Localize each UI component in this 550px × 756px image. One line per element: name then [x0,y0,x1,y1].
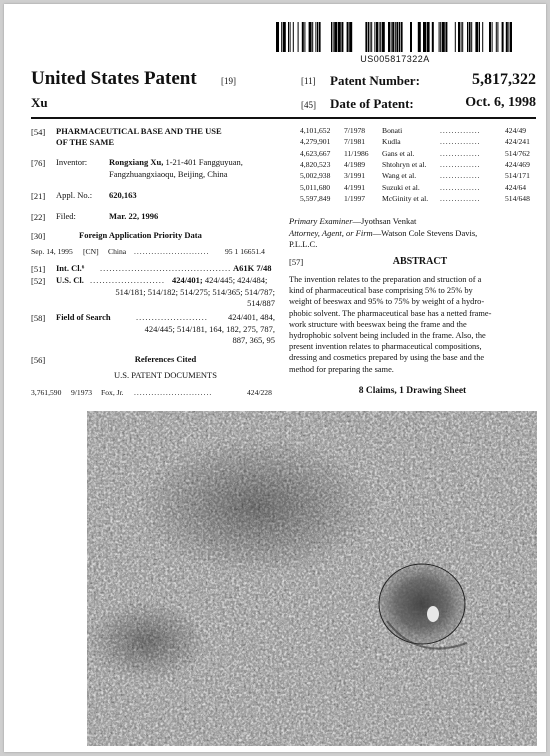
patent-number-code: [11] [301,76,316,86]
barcode-bar [365,22,367,52]
reference-number: 4,820,523 [300,159,331,169]
barcode-bar [283,22,286,52]
barcode-bar [382,22,385,52]
barcode-bar [401,22,403,52]
search-leader: ....................... [136,312,208,322]
reference-date: 7/1978 [344,126,366,135]
barcode-bar [506,22,508,52]
reference-class: 514/171 [505,171,530,181]
barcode-bar [427,22,430,52]
reference-leader: .............. [440,193,481,203]
barcode-bar [479,22,480,52]
barcode-bar [338,22,341,52]
reference-name: Wang et al. [382,171,417,181]
abstract-code: [57] [289,257,304,267]
barcode-bar [467,22,468,52]
barcode-bar [445,22,447,52]
ref-leader: ........................... [134,388,213,397]
barcode-bar [455,22,456,52]
barcode-bar [347,22,349,52]
reference-class: 514/648 [505,193,530,203]
appl-number: 620,163 [109,190,137,200]
barcode-bar [276,22,279,52]
barcode-bar [312,22,313,52]
intcl-label: Int. Cl.⁶ [56,263,85,273]
title-code: [19] [221,76,236,86]
reference-class: 424/49 [505,126,527,135]
abstract-line: phobic solvent. The pharmaceutical base has a netted frame- [289,308,492,318]
search-code: [58] [31,313,46,323]
barcode-bar [281,22,282,52]
inventor-address-line2: Fangzhuangxiaoqu, Beijing, China [109,169,228,179]
abstract-body [289,274,536,375]
barcode-bar [376,22,378,52]
reference-date: 4/1991 [344,182,366,192]
priority-number: 95 1 16651.4 [225,247,265,256]
reference-row [300,183,526,193]
reference-number: 5,011,680 [300,182,331,192]
blob-highlight [427,606,439,622]
abstract-line: present invention relates to pharmaceutical compositions, [289,342,482,352]
barcode-bar [471,22,472,52]
barcode-bar [319,22,321,52]
dark-region [87,601,207,681]
reference-class: 424/241 [505,137,530,147]
reference-leader: .............. [440,126,481,135]
barcode-bar [388,22,390,52]
barcode-bar [368,22,369,52]
document-title: United States Patent [31,68,197,89]
search-line3: 887, 365, 95 [232,335,275,345]
barcode-bar [304,22,305,52]
reference-leader: .............. [440,148,481,158]
patent-page [4,4,546,752]
search-line2: 424/445; 514/181, 164, 182, 275, 787, [144,324,275,334]
barcode-bar [462,22,463,52]
priority-leader: .......................... [134,247,210,256]
ref-name: Fox, Jr. [101,388,124,397]
priority-code: [30] [31,231,46,241]
title-field-code: [54] [31,127,46,137]
barcode-bar [370,22,371,52]
reference-leader: .............. [440,171,481,181]
priority-row [31,247,281,257]
inventor-label: Inventor: [56,157,88,167]
reference-number: 5,002,938 [300,171,331,181]
ref-number: 3,761,590 [31,388,62,397]
barcode-bar [508,22,509,52]
barcode-bar [510,22,512,52]
barcode-bar [288,22,289,52]
reference-row [300,148,530,159]
barcode-bar [341,22,343,52]
uscl-code: [52] [31,276,46,286]
barcode-bar [475,22,478,52]
barcode-bar [391,22,392,52]
examiner-label: Primary Examiner [289,216,353,226]
attorney-value-line1: —Watson Cole Stevens Davis, [372,228,478,238]
barcode-bar [315,22,316,52]
barcode-bar [502,22,504,52]
reference-row [300,126,526,136]
reference-number: 5,597,849 [300,193,331,203]
reference-name: Bonati [382,126,403,135]
barcode-bar [458,22,460,52]
barcode-bar [379,22,380,52]
barcode-bar [290,22,291,52]
reference-name: Gans et al. [382,148,415,158]
refs-subheading: U.S. PATENT DOCUMENTS [114,370,217,380]
abstract-line: method for preparing the same. [289,364,394,374]
invention-title-line2: OF THE SAME [56,137,115,147]
barcode-bar [442,22,445,52]
reference-name: Kudla [382,137,401,147]
reference-date: 7/1981 [344,137,366,147]
uscl-line2: 514/181; 514/182; 514/275; 514/365; 514/787; [115,287,275,297]
invention-title-line1: PHARMACEUTICAL BASE AND THE USE [56,126,222,136]
inventor-name: Rongxiang Xu, [109,157,164,167]
uscl-line1: 424/445; 424/484; [204,275,268,285]
barcode-bar [374,22,375,52]
barcode-bar [469,22,471,52]
barcode-bar [293,22,294,52]
priority-date: Sep. 14, 1995 [31,247,73,256]
abstract-line: hydrophobic solvent being included in the frame. Also, the [289,331,486,341]
barcode-bar [489,22,491,52]
reference-row [300,193,530,204]
dark-blob [379,564,465,644]
patent-number: 5,817,322 [472,71,536,88]
barcode-number: US005817322A [360,54,430,64]
reference-leader: .............. [440,137,481,147]
priority-heading: Foreign Application Priority Data [79,230,202,240]
reference-leader: .............. [440,159,481,169]
appl-label: Appl. No.: [56,190,93,200]
barcode-bar [482,22,483,52]
references-list [300,126,536,206]
reference-date: 3/1991 [344,171,366,181]
reference-number: 4,101,652 [300,126,331,135]
patent-date: Oct. 6, 1998 [465,95,536,110]
barcode-bar [399,22,400,52]
abstract-line: The invention relates to the preparation and struction of a [289,275,482,284]
priority-country-code: [CN] [83,247,99,256]
barcode-bar [331,22,332,52]
barcode-bar [317,22,318,52]
header-rule [31,117,536,119]
barcode-bar [309,22,312,52]
filed-date: Mar. 22, 1996 [109,211,159,221]
barcode [276,22,514,54]
barcode-bar [334,22,337,52]
barcode-bar [418,22,421,52]
uscl-line3: 514/887 [247,298,275,308]
abstract-line: dressing and cosmetics prepared by using the base and the [289,353,485,363]
intcl-code: [51] [31,264,46,274]
reference-date: 4/1989 [344,159,366,169]
inventor-address-line1: 1-21-401 Fangguyuan, [165,157,243,167]
abstract-heading: ABSTRACT [392,256,448,267]
filed-code: [22] [31,212,46,222]
examiner-value: —Jyothsan Venkat [352,216,417,226]
inventor-surname: Xu [31,95,48,110]
ref-row-left [31,388,281,398]
patent-number-label: Patent Number: [330,73,420,88]
refs-code: [56] [31,355,46,365]
barcode-bar [395,22,396,52]
reference-name: McGinity et al. [382,193,429,203]
intcl-leader: .......................................... [100,263,232,273]
barcode-bar [392,22,394,52]
search-label: Field of Search [56,312,111,322]
barcode-bar [302,22,304,52]
reference-name: Shtohryn et al. [382,159,427,169]
reference-row [300,137,530,147]
reference-leader: .............. [440,182,481,192]
priority-country: China [108,247,127,256]
abstract-line: kind of pharmaceutical base comprising 5% to 25% by [289,286,473,296]
barcode-bar [349,22,352,52]
reference-class: 424/64 [505,182,527,192]
reference-name: Suzuki et al. [382,182,420,192]
reference-row [300,159,530,170]
attorney-value-line2: P.L.L.C. [289,239,318,249]
barcode-bar [492,22,493,52]
barcode-bar [371,22,372,52]
date-label: Date of Patent: [330,96,414,111]
abstract-line: work structure with beeswax being the frame and the [289,319,467,329]
reference-date: 1/1997 [344,193,366,203]
reference-number: 4,279,901 [300,137,331,147]
claims-summary: 8 Claims, 1 Drawing Sheet [358,386,467,396]
uscl-label: U.S. Cl. [56,275,84,285]
refs-heading: References Cited [134,354,197,364]
attorney-label: Attorney, Agent, or Firm [289,228,373,238]
date-code: [45] [301,100,316,110]
barcode-bar [410,22,412,52]
barcode-bar [440,22,441,52]
barcode-bar [380,22,381,52]
reference-row [300,171,530,181]
reference-class: 514/762 [505,148,530,158]
barcode-bar [432,22,434,52]
barcode-bar [298,22,299,52]
barcode-bar [423,22,426,52]
barcode-bar [461,22,462,52]
barcode-bar [496,22,497,52]
abstract-line: weight of beeswax and 95% to 75% by weight of a hydro- [289,297,485,307]
barcode-bar [497,22,498,52]
search-line1: 424/401, 484, [228,312,275,322]
filed-label: Filed: [56,211,76,221]
micrograph-figure [87,411,537,746]
reference-date: 11/1986 [344,148,369,158]
inventor-field-code: [76] [31,158,46,168]
barcode-bar [333,22,334,52]
reference-number: 4,623,667 [300,148,331,158]
ref-class: 424/228 [247,388,272,397]
barcode-bar [439,22,440,52]
appl-code: [21] [31,191,46,201]
dark-region [137,436,377,576]
reference-class: 424/469 [505,159,530,169]
ref-date: 9/1973 [71,388,93,397]
barcode-bar [396,22,398,52]
uscl-primary: 424/401; [172,275,203,285]
uscl-leader: ........................ [90,275,165,285]
intcl-value: A61K 7/48 [233,263,272,273]
